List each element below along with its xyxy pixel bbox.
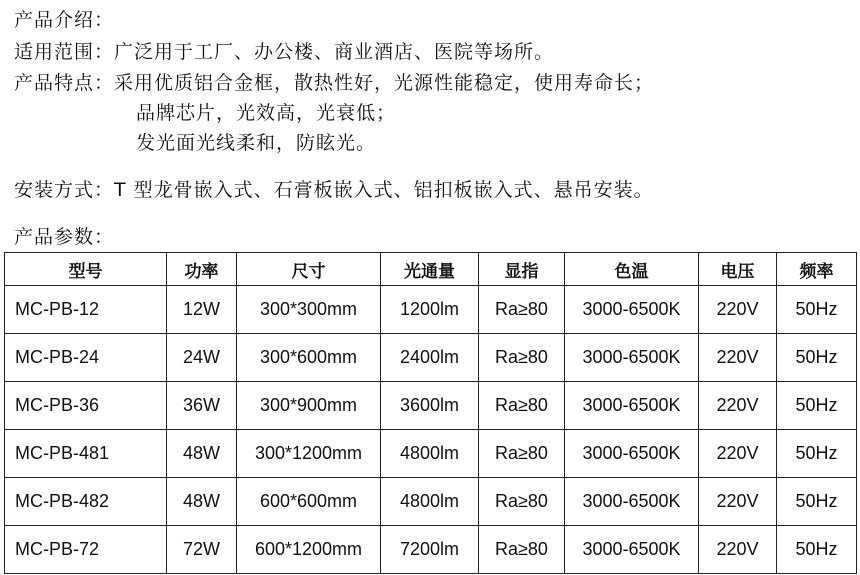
cell-size: 300*300mm [237, 286, 381, 334]
table-row [5, 430, 857, 478]
table-row [5, 526, 857, 574]
cell-cri: Ra≥80 [479, 334, 565, 382]
cell-model: MC-PB-36 [5, 382, 167, 430]
cell-power: 48W [167, 430, 237, 478]
header-flux: 光通量 [381, 253, 479, 286]
cell-cct: 3000-6500K [565, 286, 699, 334]
cell-size: 300*900mm [237, 382, 381, 430]
cell-cri: Ra≥80 [479, 430, 565, 478]
cell-cri: Ra≥80 [479, 526, 565, 574]
cell-size: 600*1200mm [237, 526, 381, 574]
cell-flux: 4800lm [381, 430, 479, 478]
header-model: 型号 [5, 253, 167, 286]
cell-flux: 2400lm [381, 334, 479, 382]
cell-model: MC-PB-482 [5, 478, 167, 526]
cell-voltage: 220V [699, 526, 777, 574]
cell-voltage: 220V [699, 382, 777, 430]
cell-frequency: 50Hz [777, 334, 857, 382]
scope-text: 广泛用于工厂、办公楼、商业酒店、医院等场所。 [114, 41, 555, 63]
install-label: 安装方式： [14, 179, 115, 201]
intro-title: 产品介绍： [14, 9, 115, 31]
install-line [14, 178, 654, 202]
feature-item: 品牌芯片，光效高，光衰低； [136, 102, 397, 124]
header-power: 功率 [167, 253, 237, 286]
cell-frequency: 50Hz [777, 382, 857, 430]
cell-power: 48W [167, 478, 237, 526]
cell-cct: 3000-6500K [565, 526, 699, 574]
cell-size: 300*1200mm [237, 430, 381, 478]
cell-frequency: 50Hz [777, 478, 857, 526]
cell-frequency: 50Hz [777, 286, 857, 334]
cell-voltage: 220V [699, 286, 777, 334]
scope-label: 适用范围： [14, 41, 115, 63]
cell-power: 36W [167, 382, 237, 430]
install-text: T 型龙骨嵌入式、石膏板嵌入式、铝扣板嵌入式、悬吊安装。 [114, 179, 654, 201]
header-voltage: 电压 [699, 253, 777, 286]
params-title: 产品参数： [14, 226, 115, 248]
header-size: 尺寸 [237, 253, 381, 286]
table-row [5, 286, 857, 334]
header-cct: 色温 [565, 253, 699, 286]
cell-flux: 7200lm [381, 526, 479, 574]
cell-voltage: 220V [699, 430, 777, 478]
cell-voltage: 220V [699, 334, 777, 382]
table-row [5, 382, 857, 430]
cell-cct: 3000-6500K [565, 430, 699, 478]
features-label: 产品特点： [14, 72, 115, 94]
cell-cri: Ra≥80 [479, 478, 565, 526]
cell-power: 72W [167, 526, 237, 574]
cell-model: MC-PB-72 [5, 526, 167, 574]
cell-size: 300*600mm [237, 334, 381, 382]
feature-item: 发光面光线柔和，防眩光。 [136, 132, 377, 154]
cell-cct: 3000-6500K [565, 334, 699, 382]
cell-power: 24W [167, 334, 237, 382]
cell-power: 12W [167, 286, 237, 334]
header-frequency: 频率 [777, 253, 857, 286]
header-cri: 显指 [479, 253, 565, 286]
cell-flux: 3600lm [381, 382, 479, 430]
cell-cct: 3000-6500K [565, 382, 699, 430]
feature-item: 采用优质铝合金框，散热性好，光源性能稳定，使用寿命长； [114, 72, 655, 94]
cell-voltage: 220V [699, 478, 777, 526]
cell-frequency: 50Hz [777, 430, 857, 478]
cell-size: 600*600mm [237, 478, 381, 526]
features-line [14, 71, 654, 95]
table-row [5, 478, 857, 526]
params-table [4, 252, 857, 574]
cell-cri: Ra≥80 [479, 286, 565, 334]
table-row [5, 334, 857, 382]
cell-cri: Ra≥80 [479, 382, 565, 430]
table-header-row [5, 253, 857, 286]
cell-flux: 4800lm [381, 478, 479, 526]
cell-cct: 3000-6500K [565, 478, 699, 526]
cell-frequency: 50Hz [777, 526, 857, 574]
cell-flux: 1200lm [381, 286, 479, 334]
scope-line [14, 40, 554, 64]
cell-model: MC-PB-481 [5, 430, 167, 478]
cell-model: MC-PB-12 [5, 286, 167, 334]
cell-model: MC-PB-24 [5, 334, 167, 382]
